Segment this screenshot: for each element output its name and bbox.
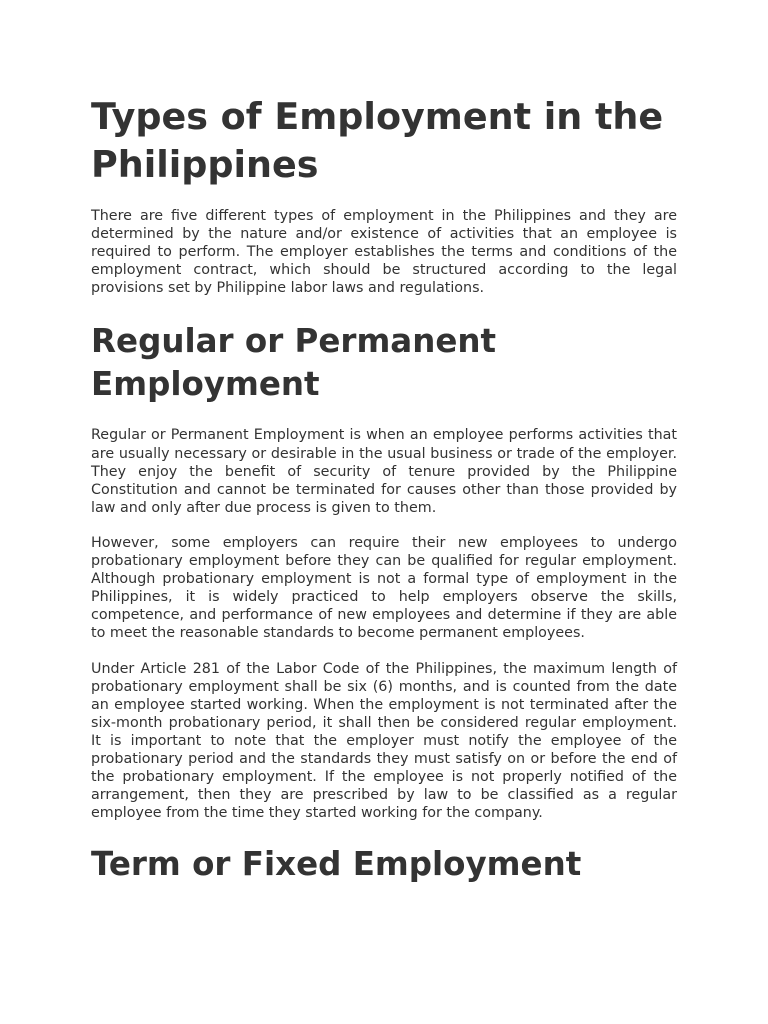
document-page [91,93,677,886]
section-heading-term-employment: Term or Fixed Employment [91,845,582,884]
section-heading-regular-employment: Regular or Permanent Employment [91,322,497,404]
paragraph-regular-definition: Regular or Permanent Employment is when an employee performs activities that are usually necessary or desirable in the usual business or trade of the employer. They enjoy the benefit of security of tenure provided by the Philippine Constitution and cannot be terminated for causes other than those provided by law and only after due process is given to them. [91,427,677,516]
paragraph-article-281: Under Article 281 of the Labor Code of the Philippines, the maximum length of probationary employment shall be six (6) months, and is counted from the date an employee started working. When the employment is not terminated after the six-month probationary period, it shall then be considered regular employment. It is important to note that the employer must notify the employee of the probationary period and the standards they must satisfy on or before the end of the probationary employment. If the employee is not properly notified of the arrangement, then they are prescribed by law to be classified as a regular employee from the time they started working for the company. [91,660,677,822]
paragraph-probationary-employment: However, some employers can require their new employees to undergo probationary employment before they can be qualified for regular employment. Although probationary employment is not a formal type of employment in the Philippines, it is widely practiced to help employers observe the skills, competence, and performance of new employees and determine if they are able to meet the reasonable standards to become permanent employees. [91,534,677,642]
page-title: Types of Employment in the Philippines [91,95,664,186]
intro-paragraph: There are five different types of employment in the Philippines and they are determined by the nature and/or existence of activities that an employee is required to perform. The employer establishes the terms and conditions of the employment contract, which should be structured according to the legal provisions set by Philippine labor laws and regulations. [91,208,677,297]
